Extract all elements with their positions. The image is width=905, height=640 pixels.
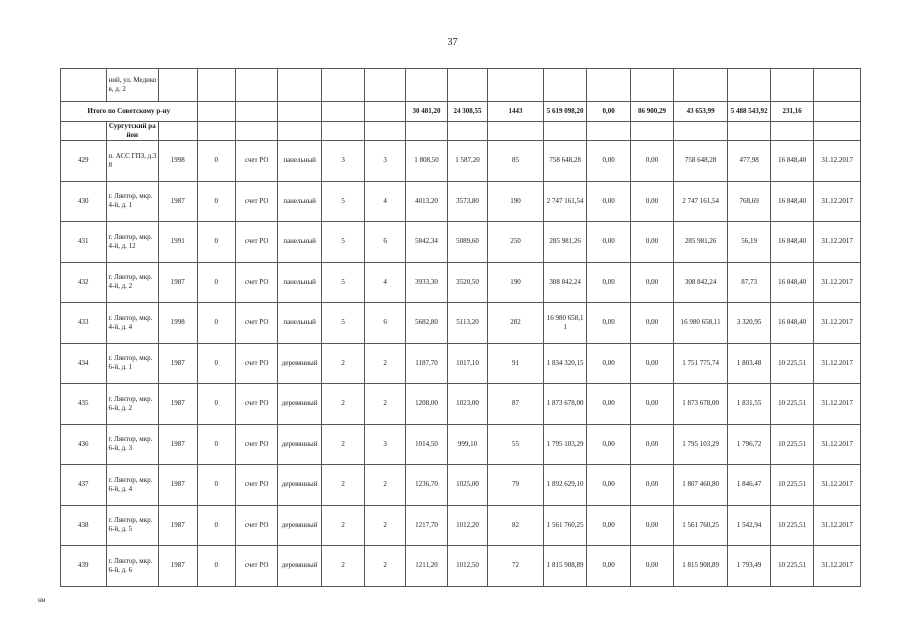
row-area-total: 1014,50 (405, 424, 447, 465)
row-col14: 477,98 (728, 141, 770, 182)
row-cost-total: 308 842,24 (544, 262, 586, 303)
table-row (61, 141, 861, 182)
row-col15: 16 848,40 (770, 181, 813, 222)
table-cell (448, 69, 487, 102)
row-col10: 0,00 (586, 343, 631, 384)
row-cost-total: 758 648,28 (544, 141, 586, 182)
row-fund: счет РО (235, 343, 277, 384)
row-area-total: 1187,70 (405, 343, 447, 384)
row-col14: 56,19 (728, 222, 770, 263)
row-col11: 0,00 (631, 141, 673, 182)
table-cell (197, 69, 235, 102)
row-col13: 1 873 678,00 (673, 384, 728, 425)
row-year: 1987 (159, 384, 197, 425)
row-number: 430 (61, 181, 107, 222)
row-date: 31.12.2017 (814, 303, 861, 344)
row-col14: 1 803,48 (728, 343, 770, 384)
row-cost-total: 1 561 760,25 (544, 505, 586, 546)
row-number: 432 (61, 262, 107, 303)
row-date: 31.12.2017 (814, 546, 861, 587)
table-cell (673, 69, 728, 102)
row-address: г. Лянтор, мкр. 6-й, д. 3 (106, 424, 159, 465)
district-row (61, 122, 861, 141)
row-address: г. Лянтор, мкр. 6-й, д. 5 (106, 505, 159, 546)
row-entrances: 3 (365, 424, 405, 465)
total-area-total: 30 481,20 (405, 102, 447, 122)
row-col13: 16 980 658,11 (673, 303, 728, 344)
table-cell (278, 102, 321, 122)
table-row (61, 424, 861, 465)
row-address: г. Лянтор, мкр. 4-й, д. 2 (106, 262, 159, 303)
row-fund: счет РО (235, 505, 277, 546)
row-floors: 5 (321, 222, 364, 263)
row-col15: 10 225,51 (770, 546, 813, 587)
footer-mark: ни (38, 596, 46, 604)
row-col13: 285 981,26 (673, 222, 728, 263)
row-wall-material: панельный (278, 303, 321, 344)
row-area-total: 1236,70 (405, 465, 447, 506)
table-cell (159, 122, 197, 141)
row-area-living: 1025,00 (448, 465, 487, 506)
row-cost-total: 1 873 678,00 (544, 384, 586, 425)
table-row (61, 222, 861, 263)
table-cell (770, 122, 813, 141)
row-col15: 10 225,51 (770, 384, 813, 425)
row-entrances: 2 (365, 546, 405, 587)
row-col13: 1 815 908,89 (673, 546, 728, 587)
row-wall-material: деревянный (278, 384, 321, 425)
row-col14: 1 793,49 (728, 546, 770, 587)
row-residents: 72 (487, 546, 544, 587)
table-row (61, 465, 861, 506)
row-date: 31.12.2017 (814, 505, 861, 546)
row-residents: 250 (487, 222, 544, 263)
table-cell (631, 122, 673, 141)
row-date: 31.12.2017 (814, 181, 861, 222)
row-area-living: 1 587,20 (448, 141, 487, 182)
row-year: 1987 (159, 181, 197, 222)
table-cell (321, 69, 364, 102)
table-cell (365, 122, 405, 141)
row-col14: 1 831,55 (728, 384, 770, 425)
row-cost-total: 285 981,26 (544, 222, 586, 263)
row-area-total: 1208,00 (405, 384, 447, 425)
row-col10: 0,00 (586, 546, 631, 587)
row-area-total: 1217,70 (405, 505, 447, 546)
table-cell (770, 69, 813, 102)
row-col14: 87,73 (728, 262, 770, 303)
table-row (61, 546, 861, 587)
table-cell (448, 122, 487, 141)
row-wall-material: панельный (278, 222, 321, 263)
row-number: 437 (61, 465, 107, 506)
row-col15: 16 848,40 (770, 303, 813, 344)
row-year: 1987 (159, 262, 197, 303)
table-cell (631, 69, 673, 102)
row-area-living: 1017,10 (448, 343, 487, 384)
row-col11: 0,00 (631, 262, 673, 303)
row-entrances: 2 (365, 343, 405, 384)
row-col3: 0 (197, 141, 235, 182)
row-col14: 3 320,95 (728, 303, 770, 344)
row-floors: 5 (321, 181, 364, 222)
row-col15: 10 225,51 (770, 424, 813, 465)
total-area-living: 24 308,55 (448, 102, 487, 122)
total-cost: 5 619 098,20 (544, 102, 586, 122)
row-floors: 3 (321, 141, 364, 182)
row-cost-total: 1 892 629,10 (544, 465, 586, 506)
total-residents: 1443 (487, 102, 544, 122)
table-row (61, 262, 861, 303)
row-wall-material: деревянный (278, 546, 321, 587)
row-col10: 0,00 (586, 384, 631, 425)
row-residents: 282 (487, 303, 544, 344)
row-wall-material: панельный (278, 181, 321, 222)
row-col3: 0 (197, 465, 235, 506)
table-cell (586, 69, 631, 102)
row-residents: 82 (487, 505, 544, 546)
row-area-living: 999,10 (448, 424, 487, 465)
row-number: 431 (61, 222, 107, 263)
row-fund: счет РО (235, 181, 277, 222)
table-cell (235, 122, 277, 141)
row-col11: 0,00 (631, 505, 673, 546)
table-row (61, 181, 861, 222)
row-address: г. Лянтор, мкр. 4-й, д. 4 (106, 303, 159, 344)
row-area-total: 4013,20 (405, 181, 447, 222)
row-date: 31.12.2017 (814, 262, 861, 303)
row-number: 434 (61, 343, 107, 384)
row-col13: 1 807 460,80 (673, 465, 728, 506)
row-year: 1998 (159, 303, 197, 344)
row-col13: 308 842,24 (673, 262, 728, 303)
row-col13: 1 751 775,74 (673, 343, 728, 384)
table-cell (159, 69, 197, 102)
row-address: г. Лянтор, мкр. 6-й, д. 4 (106, 465, 159, 506)
row-year: 1998 (159, 141, 197, 182)
row-col11: 0,00 (631, 465, 673, 506)
row-col11: 0,00 (631, 424, 673, 465)
row-number: 435 (61, 384, 107, 425)
row-entrances: 4 (365, 181, 405, 222)
row-residents: 190 (487, 181, 544, 222)
continuation-row (61, 69, 861, 102)
row-address: г. Лянтор, мкр. 6-й, д. 2 (106, 384, 159, 425)
table-cell (365, 102, 405, 122)
row-col15: 16 848,40 (770, 141, 813, 182)
row-area-living: 3520,50 (448, 262, 487, 303)
row-wall-material: панельный (278, 262, 321, 303)
row-col14: 1 846,47 (728, 465, 770, 506)
row-fund: счет РО (235, 303, 277, 344)
table-cell (728, 69, 770, 102)
row-col15: 10 225,51 (770, 343, 813, 384)
row-year: 1987 (159, 505, 197, 546)
register-table (60, 68, 861, 587)
row-area-living: 1023,00 (448, 384, 487, 425)
row-floors: 5 (321, 303, 364, 344)
row-area-living: 1012,20 (448, 505, 487, 546)
row-col3: 0 (197, 546, 235, 587)
row-address: п. АСС ГПЗ, д.38 (106, 141, 159, 182)
table-row (61, 343, 861, 384)
row-residents: 79 (487, 465, 544, 506)
row-date: 31.12.2017 (814, 343, 861, 384)
row-area-living: 1012,50 (448, 546, 487, 587)
total-row (61, 102, 861, 122)
row-address: г. Лянтор, мкр. 4-й, д. 1 (106, 181, 159, 222)
row-col13: 1 561 760,25 (673, 505, 728, 546)
row-col11: 0,00 (631, 546, 673, 587)
continuation-address: ний, ул. Медико в, д. 2 (106, 69, 159, 102)
row-year: 1987 (159, 424, 197, 465)
row-fund: счет РО (235, 141, 277, 182)
table-cell (365, 69, 405, 102)
table-cell (544, 69, 586, 102)
row-residents: 55 (487, 424, 544, 465)
table-cell (405, 69, 447, 102)
table-cell (814, 102, 861, 122)
row-col15: 16 848,40 (770, 262, 813, 303)
row-col10: 0,00 (586, 465, 631, 506)
total-label: Итого по Советскому р-ну (61, 102, 198, 122)
row-col15: 16 848,40 (770, 222, 813, 263)
row-col11: 0,00 (631, 181, 673, 222)
table-cell (321, 122, 364, 141)
table-row (61, 384, 861, 425)
row-col11: 0,00 (631, 384, 673, 425)
row-wall-material: деревянный (278, 343, 321, 384)
row-col3: 0 (197, 222, 235, 263)
row-col14: 768,69 (728, 181, 770, 222)
row-number: 439 (61, 546, 107, 587)
row-area-total: 1211,20 (405, 546, 447, 587)
row-col3: 0 (197, 424, 235, 465)
row-col10: 0,00 (586, 181, 631, 222)
row-entrances: 6 (365, 222, 405, 263)
row-residents: 85 (487, 141, 544, 182)
row-floors: 2 (321, 343, 364, 384)
row-year: 1987 (159, 465, 197, 506)
row-col13: 758 648,28 (673, 141, 728, 182)
row-entrances: 2 (365, 505, 405, 546)
table-cell (61, 122, 107, 141)
row-date: 31.12.2017 (814, 141, 861, 182)
table-row (61, 505, 861, 546)
row-col3: 0 (197, 505, 235, 546)
table-cell (235, 69, 277, 102)
row-col11: 0,00 (631, 222, 673, 263)
table-cell (197, 102, 235, 122)
row-col3: 0 (197, 343, 235, 384)
table-cell (278, 122, 321, 141)
row-entrances: 2 (365, 384, 405, 425)
row-col3: 0 (197, 262, 235, 303)
row-entrances: 4 (365, 262, 405, 303)
row-residents: 91 (487, 343, 544, 384)
row-area-total: 3933,30 (405, 262, 447, 303)
row-fund: счет РО (235, 424, 277, 465)
row-year: 1987 (159, 343, 197, 384)
row-col3: 0 (197, 384, 235, 425)
row-date: 31.12.2017 (814, 465, 861, 506)
row-cost-total: 16 980 658,11 (544, 303, 586, 344)
table-cell (405, 122, 447, 141)
row-floors: 2 (321, 465, 364, 506)
row-floors: 5 (321, 262, 364, 303)
row-address: г. Лянтор, мкр. 6-й, д. 1 (106, 343, 159, 384)
row-fund: счет РО (235, 384, 277, 425)
row-fund: счет РО (235, 465, 277, 506)
table-cell (197, 122, 235, 141)
row-col10: 0,00 (586, 424, 631, 465)
row-address: г. Лянтор, мкр. 4-й, д. 12 (106, 222, 159, 263)
row-residents: 190 (487, 262, 544, 303)
row-entrances: 2 (365, 465, 405, 506)
row-floors: 2 (321, 505, 364, 546)
row-number: 429 (61, 141, 107, 182)
row-fund: счет РО (235, 262, 277, 303)
row-cost-total: 1 795 103,29 (544, 424, 586, 465)
row-col10: 0,00 (586, 141, 631, 182)
row-year: 1987 (159, 546, 197, 587)
row-wall-material: панельный (278, 141, 321, 182)
table-cell (61, 69, 107, 102)
table-cell (586, 122, 631, 141)
row-floors: 2 (321, 424, 364, 465)
row-year: 1991 (159, 222, 197, 263)
total-col12: 43 653,99 (673, 102, 728, 122)
row-area-living: 5089,60 (448, 222, 487, 263)
total-col14: 231,16 (770, 102, 813, 122)
table-cell (814, 69, 861, 102)
row-col13: 1 795 103,29 (673, 424, 728, 465)
row-area-living: 5113,20 (448, 303, 487, 344)
row-col13: 2 747 161,54 (673, 181, 728, 222)
row-floors: 2 (321, 546, 364, 587)
row-col3: 0 (197, 303, 235, 344)
row-area-total: 5682,80 (405, 303, 447, 344)
table-cell (487, 122, 544, 141)
row-cost-total: 1 834 320,15 (544, 343, 586, 384)
row-wall-material: деревянный (278, 465, 321, 506)
row-area-living: 3573,80 (448, 181, 487, 222)
total-col10: 0,00 (586, 102, 631, 122)
row-col15: 10 225,51 (770, 465, 813, 506)
row-number: 433 (61, 303, 107, 344)
row-area-total: 5842,34 (405, 222, 447, 263)
row-address: г. Лянтор, мкр. 6-й, д. 6 (106, 546, 159, 587)
row-col11: 0,00 (631, 343, 673, 384)
total-col11: 86 900,29 (631, 102, 673, 122)
table-cell (321, 102, 364, 122)
row-entrances: 6 (365, 303, 405, 344)
table-cell (673, 122, 728, 141)
row-col10: 0,00 (586, 262, 631, 303)
table-row (61, 303, 861, 344)
row-date: 31.12.2017 (814, 384, 861, 425)
row-col10: 0,00 (586, 505, 631, 546)
row-number: 436 (61, 424, 107, 465)
row-entrances: 3 (365, 141, 405, 182)
row-fund: счет РО (235, 222, 277, 263)
page-number: 37 (447, 37, 458, 48)
row-date: 31.12.2017 (814, 222, 861, 263)
row-col10: 0,00 (586, 303, 631, 344)
table-cell (544, 122, 586, 141)
district-header: Сургутский район (106, 122, 159, 141)
table-cell (235, 102, 277, 122)
row-floors: 2 (321, 384, 364, 425)
row-col11: 0,00 (631, 303, 673, 344)
row-date: 31.12.2017 (814, 424, 861, 465)
row-cost-total: 1 815 908,89 (544, 546, 586, 587)
row-col14: 1 796,72 (728, 424, 770, 465)
row-residents: 87 (487, 384, 544, 425)
row-area-total: 1 808,50 (405, 141, 447, 182)
row-col15: 10 225,51 (770, 505, 813, 546)
row-wall-material: деревянный (278, 505, 321, 546)
table-cell (814, 122, 861, 141)
table-cell (278, 69, 321, 102)
row-fund: счет РО (235, 546, 277, 587)
table-cell (728, 122, 770, 141)
table-cell (487, 69, 544, 102)
total-col13: 5 488 543,92 (728, 102, 770, 122)
row-wall-material: деревянный (278, 424, 321, 465)
row-col14: 1 542,94 (728, 505, 770, 546)
row-number: 438 (61, 505, 107, 546)
row-col3: 0 (197, 181, 235, 222)
row-col10: 0,00 (586, 222, 631, 263)
row-cost-total: 2 747 161,54 (544, 181, 586, 222)
